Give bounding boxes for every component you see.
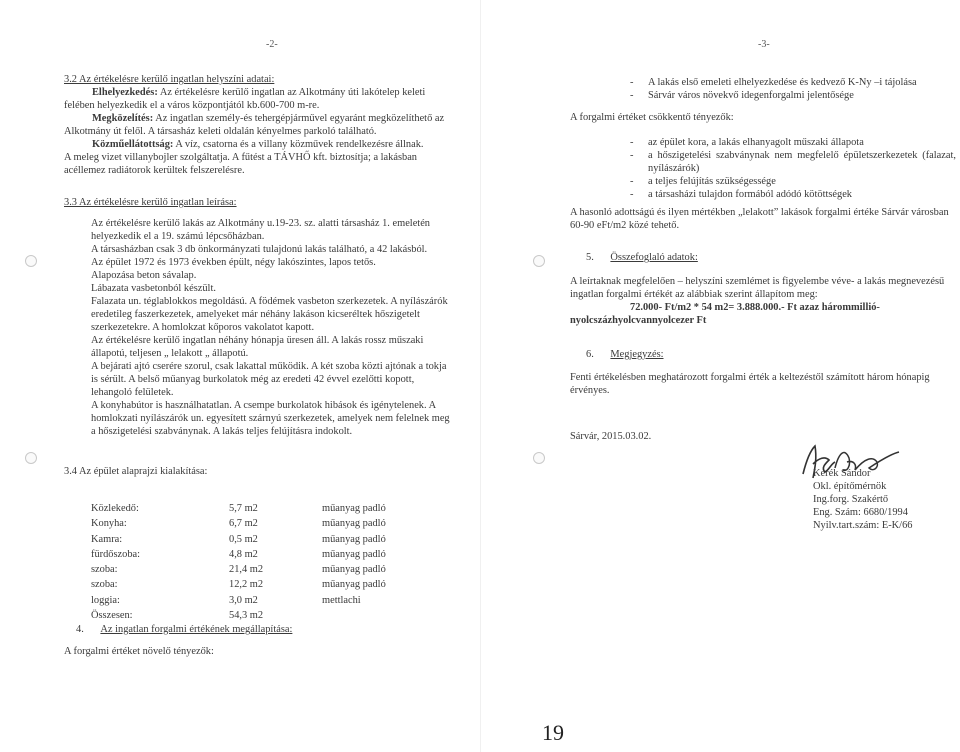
date-line: Sárvár, 2015.03.02. — [570, 431, 652, 442]
footer-page-number: 19 — [542, 720, 564, 745]
signer-reg-2: Nyilv.tart.szám: E-K/66 — [813, 520, 913, 531]
utilities-text: A víz, csatorna és a villany közművek rendelkezésre állnak. — [173, 139, 424, 150]
room-floor: műanyag padló — [322, 564, 386, 576]
section-3-2-heading: 3.2 Az értékelésre kerülő ingatlan helyszíni adatai: — [64, 74, 275, 85]
increasing-factors-title: A forgalmi értéket növelő tényezők: — [64, 646, 214, 657]
signer-title-2: Ing.forg. Szakértő — [813, 494, 889, 505]
description-line: Az értékelésre kerülő lakás az Alkotmány u.19-23. sz. alatti társasház 1. emeletén — [91, 218, 431, 229]
description-line: Falazata un. téglablokkos megoldású. A födémek vasbeton szerkezetek. A nyílászárók — [91, 296, 448, 307]
punch-hole — [533, 452, 545, 464]
room-area: 21,4 m2 — [229, 564, 264, 576]
location-label: Elhelyezkedés: — [92, 87, 158, 98]
punch-hole — [25, 255, 37, 267]
section-4-heading-line — [76, 623, 456, 636]
description-line: a hőszigetelési szabványnak. A lakás teljes felújításra indokolt. — [91, 426, 353, 437]
description-line: Az épület 1972 és 1973 években épült, négy lakószintes, lapos tetős. — [91, 257, 376, 268]
similar-properties-text — [570, 206, 956, 232]
decreasing-factors-title: A forgalmi értéket csökkentő tényezők: — [570, 112, 734, 123]
page-fold — [480, 0, 481, 752]
room-area: 4,8 m2 — [229, 548, 258, 560]
room-row — [91, 563, 442, 578]
punch-hole — [25, 452, 37, 464]
access-line — [64, 112, 450, 125]
left-page-number: -2- — [266, 39, 278, 50]
value-in-words: nyolcszázhyolcvannyolcezer Ft — [570, 315, 707, 326]
section-3-4 — [64, 465, 450, 478]
section-3-3-heading: 3.3 Az értékelésre kerülő ingatlan leírása: — [64, 197, 237, 208]
room-floor: műanyag padló — [322, 503, 386, 514]
room-area: 3,0 m2 — [229, 594, 258, 606]
positive-factor-item: - Sárvár város növekvő idegenforgalmi jelentősége — [630, 89, 960, 102]
value-calculation: 72.000- Ft/m2 * 54 m2= 3.888.000.- Ft azaz hárommillió- — [630, 302, 880, 313]
room-floor: műanyag padló — [322, 579, 386, 591]
location-line — [64, 86, 450, 99]
section-5-number: 5. — [586, 252, 594, 263]
room-name: Konyha: — [91, 518, 127, 530]
room-name: szoba: — [91, 564, 118, 576]
rooms-table — [91, 502, 442, 624]
similar-line-2: 60-90 eFt/m2 közé tehető. — [570, 220, 680, 231]
access-label: Megközelítés: — [92, 113, 154, 124]
room-area: 54,3 m2 — [229, 610, 264, 622]
description-line: lehangoló felületek. — [91, 387, 174, 398]
room-row — [91, 502, 442, 517]
signer-name: Kerék Sándor — [813, 468, 871, 479]
room-floor: műanyag padló — [322, 548, 386, 560]
description-line: állapotú, teljesen „ lelakott „ állapotú. — [91, 348, 249, 359]
positive-factors-list — [630, 76, 960, 102]
remark-line-1: Fenti értékelésben meghatározott forgalmi érték a keltezéstől számított három hónapig — [570, 372, 930, 383]
summary-line-2: ingatlan forgalmi értékét az alábbiak szerint állapítom meg: — [570, 289, 818, 300]
room-floor: műanyag padló — [322, 518, 386, 530]
section-4-number: 4. — [76, 624, 84, 635]
room-row — [91, 548, 442, 563]
negative-factor-item: - a társasházi tulajdon formából adódó kötöttségek — [630, 188, 956, 201]
signer-reg-1: Eng. Szám: 6680/1994 — [813, 507, 908, 518]
utilities-line-3: acéllemez radiátorok kerültek felszerelésre. — [64, 165, 245, 176]
remark-line-2: érvényes. — [570, 385, 610, 396]
room-area: 6,7 m2 — [229, 518, 258, 530]
room-area: 0,5 m2 — [229, 533, 258, 545]
location-text: Az értékelésre kerülő ingatlan az Alkotmány úti lakótelep keleti — [157, 87, 426, 98]
section-6-number: 6. — [586, 349, 594, 360]
description-line: homlokzati nyílászárók un. egyesített szárnyú szerkezetek, amelyek nem felelnek meg — [91, 413, 450, 424]
section-6-body — [570, 371, 958, 397]
negative-factors-list — [630, 136, 956, 201]
room-area: 12,2 m2 — [229, 579, 264, 591]
section-4-heading: Az ingatlan forgalmi értékének megállapítása: — [100, 624, 293, 635]
section-5-heading-line — [586, 251, 698, 264]
room-name: Összesen: — [91, 610, 133, 622]
rooms-table-wrap — [91, 502, 442, 624]
section-4 — [76, 623, 456, 636]
room-row — [91, 594, 442, 609]
section-3-3 — [64, 196, 450, 209]
room-area: 5,7 m2 — [229, 503, 258, 514]
utilities-label: Közműellátottság: — [92, 139, 174, 150]
section-6-heading-line — [586, 348, 664, 361]
section-6-heading: Megjegyzés: — [610, 349, 664, 360]
description-line: A társasházban csak 3 db önkormányzati tulajdonú lakás található, a 42 lakásból. — [91, 244, 428, 255]
section-3-2 — [64, 73, 450, 177]
room-name: szoba: — [91, 579, 118, 591]
description-line: helyezkedik el a 19. számú lépcsőházban. — [91, 231, 265, 242]
room-row — [91, 517, 442, 532]
room-name: fürdőszoba: — [91, 548, 141, 560]
section-5-body — [570, 275, 958, 327]
room-floor: műanyag padló — [322, 533, 386, 545]
access-text: Az ingatlan személy-és tehergépjárművel egyaránt megközelíthető az — [153, 113, 445, 124]
room-name: loggia: — [91, 594, 120, 606]
location-line-2: felében helyezkedik el a város központjától kb.600-700 m-re. — [64, 100, 320, 111]
room-row — [91, 578, 442, 593]
description-line: A bejárati ajtó cserére szorul, csak lakattal működik. A két szoba közti ajtónak a tokja — [91, 361, 447, 372]
room-name: Kamra: — [91, 533, 123, 545]
signature-block — [813, 467, 953, 532]
room-floor: mettlachi — [322, 594, 361, 606]
negative-factor-item: - a teljes felújítás szükségessége — [630, 175, 956, 188]
negative-factor-item: - az épület kora, a lakás elhanyagolt műszaki állapota — [630, 136, 956, 149]
section-3-3-body — [91, 217, 451, 438]
description-line: szerkezetekre. A homlokzat kőporos vakolatot kapott. — [91, 322, 315, 333]
description-line: Alapozása beton sávalap. — [91, 270, 197, 281]
description-line: Az értékelésre kerülő ingatlan néhány hónapja üresen áll. A lakás rossz műszaki — [91, 335, 424, 346]
right-page-number: -3- — [758, 39, 770, 50]
utilities-line — [64, 138, 450, 151]
positive-factor-item: - A lakás első emeleti elhelyezkedése és kedvező K-Ny –i tájolása — [630, 76, 960, 89]
utilities-line-2: A meleg vizet villanybojler szolgáltatja. A fűtést a TÁVHŐ kft. biztosítja; a lakásban — [64, 152, 418, 163]
section-5-heading: Összefoglaló adatok: — [610, 252, 698, 263]
description-line: Lábazata vasbetonból készült. — [91, 283, 216, 294]
summary-line-1: A leírtaknak megfelelően – helyszíni szemlémet is figyelembe véve- a lakás megnevezésű — [570, 276, 945, 287]
negative-factor-item: - a hőszigetelési szabványnak nem megfelelő épületszerkezetek (falazat, nyílászárók) — [630, 149, 956, 175]
signer-title-1: Okl. építőmérnök — [813, 481, 887, 492]
access-line-2: Alkotmány út felől. A társasház keleti oldalán kényelmes parkoló található. — [64, 126, 377, 137]
description-line: A konyhabútor is használhatatlan. A csempe burkolatok hibások és igénytelenek. A — [91, 400, 437, 411]
similar-line-1: A hasonló adottságú és ilyen mértékben „lelakott” lakások forgalmi értéke Sárvár városban — [570, 207, 949, 218]
section-3-4-heading: 3.4 Az épület alaprajzi kialakítása: — [64, 466, 208, 477]
punch-hole — [533, 255, 545, 267]
room-row — [91, 533, 442, 548]
description-line: is sérült. A belső műanyag burkolatok még az eredeti 42 évvel ezelőtti kopott, — [91, 374, 415, 385]
description-line: eredetileg faszerkezetek, amelyeket már néhány lakáson kicseréltek hőszigetelt — [91, 309, 420, 320]
room-name: Közlekedő: — [91, 503, 139, 514]
